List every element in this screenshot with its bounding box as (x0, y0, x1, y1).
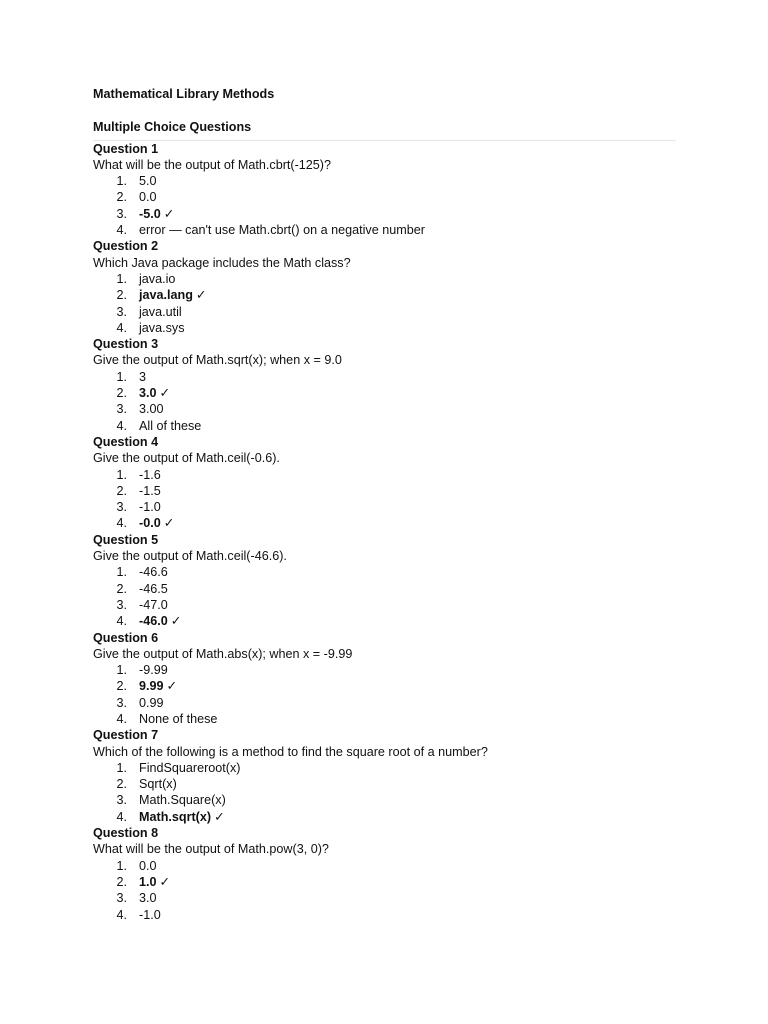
option-text: 3.0 (139, 891, 157, 906)
option-item (93, 515, 676, 531)
document-page (93, 86, 676, 923)
option-number: 2. (116, 483, 127, 498)
option-number: 1. (116, 271, 127, 286)
option-text: -9.99 (139, 663, 168, 678)
option-item (93, 304, 676, 320)
option-text: 5.0 (139, 174, 157, 189)
option-text: 3 (139, 369, 147, 384)
correct-option-text: Math.sqrt(x) (139, 809, 212, 824)
check-mark-icon: ✓ (159, 874, 171, 889)
option-number: 4. (116, 907, 127, 922)
option-item (93, 287, 676, 303)
option-item (93, 792, 676, 808)
question-block (93, 238, 676, 336)
option-number: 3. (116, 793, 127, 808)
option-list (93, 858, 676, 923)
check-mark-icon: ✓ (214, 809, 225, 824)
question-list (93, 141, 676, 923)
option-item (93, 189, 676, 205)
option-text: -46.5 (139, 581, 168, 596)
option-number: 3. (116, 402, 127, 417)
question-heading: Question 4 (93, 434, 159, 449)
option-item (93, 401, 676, 417)
question-heading: Question 3 (93, 337, 159, 352)
option-number: 3. (116, 695, 127, 710)
option-item (93, 206, 676, 222)
option-item (93, 483, 676, 499)
option-number: 4. (116, 614, 127, 629)
option-item (93, 760, 676, 776)
option-number: 3. (116, 304, 127, 319)
option-item (93, 173, 676, 189)
check-mark-icon: ✓ (159, 386, 171, 401)
question-text: Give the output of Math.ceil(-46.6). (93, 549, 287, 564)
option-number: 3. (116, 206, 127, 221)
option-number: 1. (116, 369, 127, 384)
option-number: 2. (116, 386, 127, 401)
option-text: -1.5 (139, 483, 161, 498)
option-item (93, 581, 676, 597)
option-text: -47.0 (139, 597, 168, 612)
option-text: Sqrt(x) (139, 777, 177, 792)
option-number: 4. (116, 711, 127, 726)
check-mark-icon: ✓ (170, 614, 182, 629)
option-number: 1. (116, 663, 127, 678)
option-item (93, 597, 676, 613)
option-number: 4. (116, 516, 127, 531)
question-block (93, 336, 676, 434)
document-title: Mathematical Library Methods (93, 87, 275, 101)
option-text: FindSquareroot(x) (139, 760, 241, 775)
option-item (93, 678, 676, 694)
correct-option-text: 9.99 (139, 679, 164, 694)
option-text: -1.6 (139, 467, 161, 482)
option-text: 3.00 (139, 402, 164, 417)
question-block (93, 532, 676, 630)
option-item (93, 467, 676, 483)
option-list (93, 662, 676, 727)
option-text: All of these (139, 418, 202, 433)
option-number: 4. (116, 809, 127, 824)
option-list (93, 173, 676, 238)
question-heading: Question 1 (93, 141, 159, 156)
option-text: 0.99 (139, 695, 164, 710)
check-mark-icon: ✓ (195, 288, 207, 303)
question-block (93, 630, 676, 728)
option-number: 1. (116, 174, 127, 189)
option-number: 1. (116, 467, 127, 482)
option-list (93, 467, 676, 532)
option-item (93, 662, 676, 678)
option-item (93, 564, 676, 580)
correct-option-text: -0.0 (139, 516, 161, 531)
option-item (93, 890, 676, 906)
option-number: 3. (116, 597, 127, 612)
option-number: 2. (116, 777, 127, 792)
option-list (93, 760, 676, 825)
option-number: 1. (116, 565, 127, 580)
option-text: -1.0 (139, 500, 161, 515)
option-text: java.io (139, 271, 176, 286)
question-text: What will be the output of Math.pow(3, 0)? (93, 842, 329, 857)
question-text: Give the output of Math.abs(x); when x = -9.99 (93, 646, 353, 661)
question-block (93, 434, 676, 532)
option-number: 3. (116, 500, 127, 515)
question-text: Which of the following is a method to find the square root of a number? (93, 744, 488, 759)
question-text: Give the output of Math.ceil(-0.6). (93, 451, 280, 466)
question-block (93, 141, 676, 239)
option-number: 2. (116, 190, 127, 205)
option-item (93, 907, 676, 923)
option-number: 4. (116, 320, 127, 335)
option-list (93, 369, 676, 434)
option-text: java.util (139, 304, 182, 319)
check-mark-icon: ✓ (163, 516, 175, 531)
correct-option-text: 3.0 (139, 386, 157, 401)
option-number: 1. (116, 760, 127, 775)
option-item (93, 418, 676, 434)
option-item (93, 369, 676, 385)
option-text: Math.Square(x) (139, 793, 226, 808)
option-item (93, 695, 676, 711)
question-text: Which Java package includes the Math class? (93, 255, 351, 270)
option-number: 3. (116, 891, 127, 906)
option-number: 4. (116, 418, 127, 433)
option-number: 2. (116, 581, 127, 596)
option-text: java.sys (139, 320, 185, 335)
option-number: 2. (116, 288, 127, 303)
check-mark-icon: ✓ (166, 679, 178, 694)
option-text: 0.0 (139, 858, 157, 873)
option-text: None of these (139, 711, 218, 726)
option-item (93, 613, 676, 629)
question-block (93, 727, 676, 825)
correct-option-text: 1.0 (139, 874, 157, 889)
question-block (93, 825, 676, 923)
question-heading: Question 7 (93, 728, 159, 743)
option-item (93, 320, 676, 336)
option-item (93, 711, 676, 727)
question-heading: Question 5 (93, 532, 159, 547)
option-item (93, 499, 676, 515)
option-number: 4. (116, 223, 127, 238)
option-number: 2. (116, 874, 127, 889)
option-number: 2. (116, 679, 127, 694)
correct-option-text: java.lang (139, 288, 193, 303)
option-item (93, 271, 676, 287)
option-item (93, 874, 676, 890)
option-text: -46.6 (139, 565, 168, 580)
option-item (93, 809, 676, 825)
question-text: Give the output of Math.sqrt(x); when x = 9.0 (93, 353, 342, 368)
option-text: error — can't use Math.cbrt() on a negative number (139, 223, 425, 238)
section-title: Multiple Choice Questions (93, 119, 676, 140)
option-item (93, 776, 676, 792)
option-item (93, 858, 676, 874)
question-heading: Question 8 (93, 826, 159, 841)
option-item (93, 222, 676, 238)
correct-option-text: -46.0 (139, 614, 168, 629)
question-heading: Question 2 (93, 239, 159, 254)
question-heading: Question 6 (93, 630, 159, 645)
question-text: What will be the output of Math.cbrt(-125)? (93, 157, 331, 172)
check-mark-icon: ✓ (163, 206, 175, 221)
correct-option-text: -5.0 (139, 206, 161, 221)
option-text: -1.0 (139, 907, 161, 922)
option-text: 0.0 (139, 190, 157, 205)
option-number: 1. (116, 858, 127, 873)
option-list (93, 564, 676, 629)
option-item (93, 385, 676, 401)
option-list (93, 271, 676, 336)
